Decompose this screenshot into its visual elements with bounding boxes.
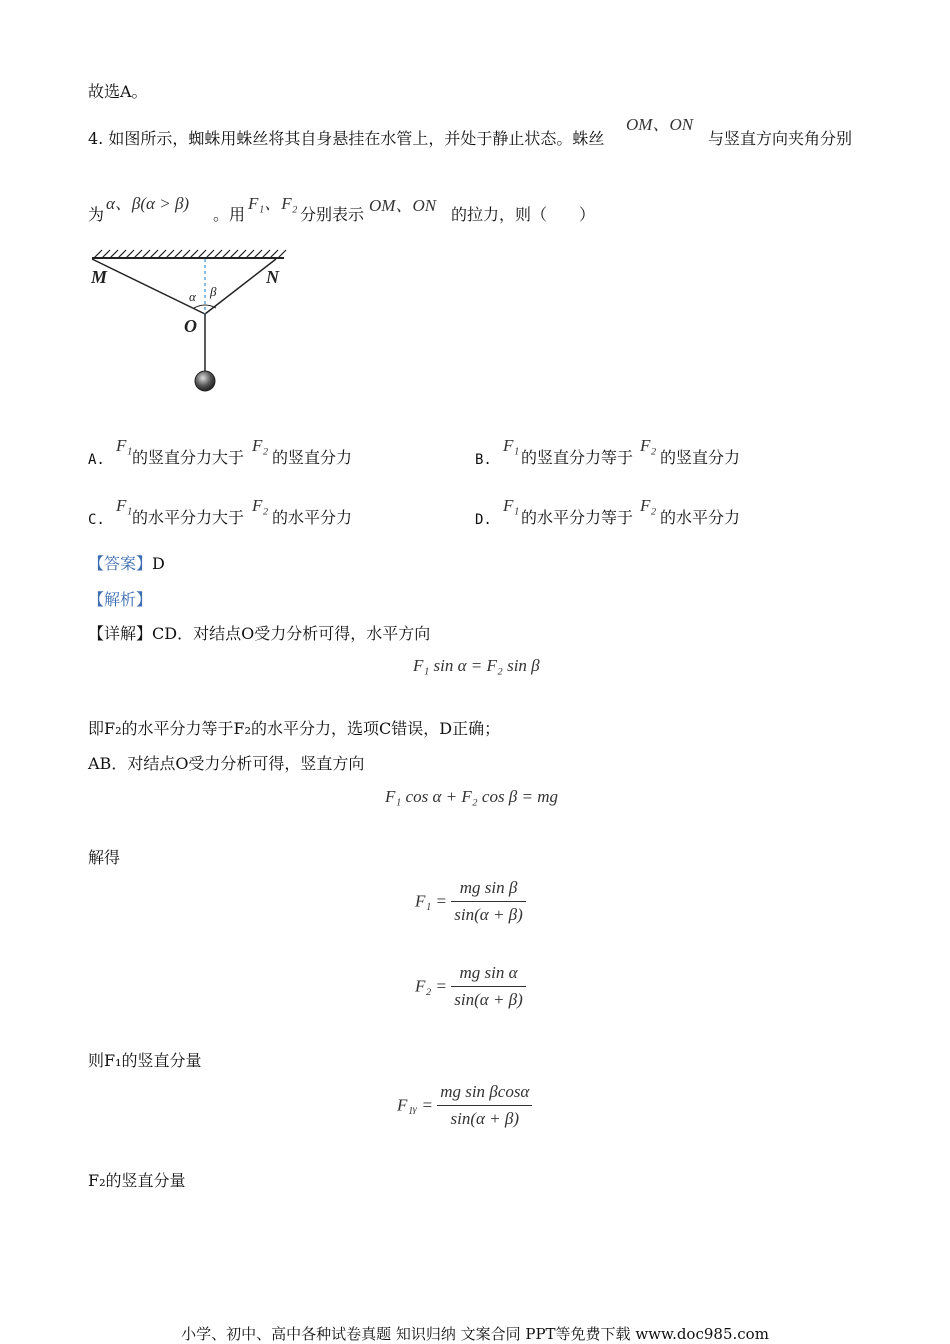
- equation-f1y: [397, 1082, 532, 1129]
- pipe-hatching: [94, 250, 286, 258]
- option-a-end: 的竖直分力: [272, 448, 353, 467]
- option-b-mid: 的竖直分力等于: [521, 448, 634, 467]
- detail-line2: 即F₂的水平分力等于F₂的水平分力，选项C错误，D正确；: [88, 719, 501, 738]
- option-b-f1: F₁: [503, 436, 520, 455]
- question-text-fenbie: 分别表示: [300, 205, 365, 224]
- equation-f2-numerator: mg sin α: [451, 963, 526, 987]
- equation-f2-denominator: sin(α + β): [454, 990, 523, 1009]
- question-text-wei: 为: [88, 205, 105, 224]
- question-text-a: 如图所示，蜘蛛用蛛丝将其自身悬挂在水管上，并处于静止状态。蛛丝: [108, 129, 605, 148]
- question-math-angles: α、β(α > β): [106, 194, 190, 213]
- spider-ball: [195, 371, 215, 391]
- detail-line3: AB．对结点O受力分析可得，竖直方向: [88, 754, 365, 773]
- detail-tag: 【详解】: [88, 624, 153, 643]
- option-c-label: C.: [88, 512, 105, 528]
- option-c-f1: F₁: [116, 496, 133, 515]
- equation-f1-numerator: mg sin β: [451, 878, 526, 902]
- equation-vertical: [385, 787, 558, 807]
- option-a-f2: F₂: [252, 436, 269, 455]
- option-c-mid: 的水平分力大于: [132, 508, 245, 527]
- spider-figure: [86, 244, 292, 396]
- equation-horizontal: [413, 656, 540, 676]
- equation-f1-denominator: sin(α + β): [454, 905, 523, 924]
- equation-vertical-text: F₁ cos α + F₂ cos β = mg: [385, 787, 559, 806]
- equation-horizontal-text: F₁ sin α = F₂ sin β: [413, 656, 540, 675]
- silk-om: [92, 259, 205, 314]
- detail-line5: 则F₁的竖直分量: [88, 1051, 202, 1070]
- option-d-mid: 的水平分力等于: [521, 508, 634, 527]
- question-text-b: 与竖直方向夹角分别: [708, 129, 853, 148]
- answer-value: D: [152, 554, 165, 573]
- label-n: N: [266, 267, 279, 287]
- label-beta: β: [210, 284, 217, 299]
- analysis-tag: 【解析】: [88, 590, 153, 609]
- label-alpha: α: [189, 289, 196, 304]
- question-number: 4.: [88, 129, 104, 148]
- equation-f1y-numerator: mg sin βcosα: [437, 1082, 532, 1106]
- option-a-mid: 的竖直分力大于: [132, 448, 245, 467]
- equation-f1-lhs: F₁ =: [415, 891, 448, 911]
- detail-text1: CD．对结点O受力分析可得，水平方向: [152, 624, 431, 643]
- question-math-forces: F₁、F₂: [248, 194, 298, 213]
- equation-f2-fraction: [451, 963, 526, 1010]
- label-o: O: [184, 316, 197, 336]
- equation-f1: [415, 878, 526, 925]
- question-text-yong: 。用: [213, 205, 246, 224]
- option-d-f2: F₂: [640, 496, 657, 515]
- option-a-f1: F₁: [116, 436, 133, 455]
- detail-line1: [88, 624, 430, 644]
- option-b-end: 的竖直分力: [660, 448, 741, 467]
- option-d-f1: F₁: [503, 496, 520, 515]
- question-math-om-on: OM、ON: [626, 115, 694, 134]
- option-b-f2: F₂: [640, 436, 657, 455]
- prev-conclusion: 故选A。: [88, 82, 148, 101]
- label-m: M: [91, 267, 108, 287]
- question-line1: [88, 129, 604, 149]
- equation-f2: [415, 963, 526, 1010]
- equation-f2-lhs: F₂ =: [415, 976, 448, 996]
- answer-line: [88, 554, 165, 574]
- equation-f1-fraction: [451, 878, 526, 925]
- equation-f1y-fraction: [437, 1082, 532, 1129]
- page-footer: 小学、初中、高中各种试卷真题 知识归纳 文案合同 PPT等免费下载 www.doc985.com: [181, 1325, 769, 1343]
- equation-f1y-denominator: sin(α + β): [450, 1109, 520, 1128]
- question-text-end: 的拉力，则（ ）: [451, 205, 596, 224]
- answer-tag: 【答案】: [88, 554, 153, 573]
- option-b-label: B.: [475, 452, 492, 468]
- option-c-end: 的水平分力: [272, 508, 353, 527]
- equation-f1y-lhs: F₁ᵧ =: [397, 1095, 433, 1115]
- option-c-f2: F₂: [252, 496, 269, 515]
- question-math-om-on-2: OM、ON: [369, 196, 437, 215]
- option-d-end: 的水平分力: [660, 508, 741, 527]
- option-a-label: A.: [88, 452, 105, 468]
- option-d-label: D.: [475, 512, 492, 528]
- detail-line6: F₂的竖直分量: [88, 1171, 186, 1190]
- detail-line4: 解得: [88, 848, 121, 867]
